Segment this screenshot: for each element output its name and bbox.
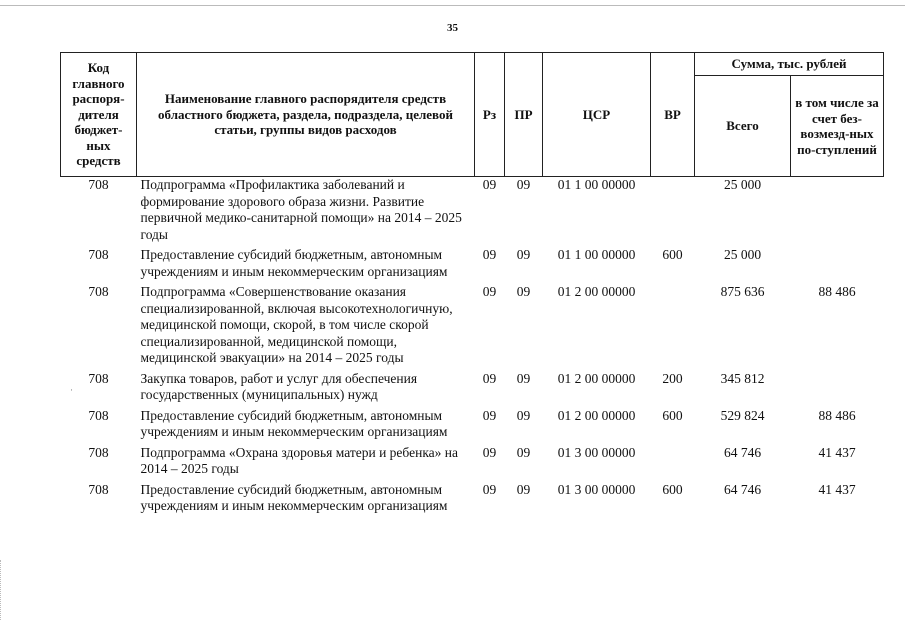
cell-free: 41 437	[818, 444, 856, 460]
cell-free: 88 486	[818, 284, 856, 299]
cell-csr: 01 2 00 00000	[557, 407, 636, 423]
header-free: в том числе за счет без-возмезд-ных по-ступлений	[791, 76, 884, 177]
cell-rz: 09	[482, 284, 497, 299]
cell-code: 708	[88, 177, 109, 192]
cell-free	[791, 177, 884, 246]
cell-vr: 200	[662, 370, 683, 386]
cell-pr: 09	[516, 247, 531, 262]
cell-total: 529 824	[720, 407, 765, 423]
table-row	[61, 369, 884, 406]
page-top-rule	[0, 5, 905, 6]
table-row	[61, 406, 884, 443]
cell-vr	[651, 443, 695, 480]
cell-free	[791, 369, 884, 406]
cell-name: Подпрограмма «Совершенствование оказания специализированной, включая высокотехнологичную, медицинской помощи, скорой, в том числе скорой специализированной, медицинской помощи, медицинской эвакуации» на 2014 – 2025 годы	[140, 284, 453, 365]
header-name: Наименование главного распорядителя средств областного бюджета, раздела, подраздела, целевой статьи, группы видов расходов	[137, 53, 475, 177]
cell-csr: 01 1 00 00000	[557, 177, 636, 192]
cell-vr: 600	[662, 407, 683, 423]
page-number: 35	[447, 22, 458, 34]
table-row	[61, 177, 884, 246]
cell-name: Подпрограмма «Профилактика заболеваний и формирование здорового образа жизни. Развитие первичной медико-санитарной помощи» на 2014 – 2025 годы	[140, 177, 462, 242]
cell-rz: 09	[482, 444, 497, 460]
cell-name: Закупка товаров, работ и услуг для обеспечения государственных (муниципальных) нужд	[140, 370, 418, 402]
cell-code: 708	[88, 370, 109, 386]
cell-vr: 600	[662, 247, 683, 262]
cell-code: 708	[88, 407, 109, 423]
cell-csr: 01 3 00 00000	[557, 481, 636, 497]
table-row	[61, 443, 884, 480]
cell-csr: 01 1 00 00000	[557, 247, 636, 262]
cell-pr: 09	[516, 370, 531, 386]
cell-rz: 09	[482, 481, 497, 497]
cell-name: Подпрограмма «Охрана здоровья матери и ребенка» на 2014 – 2025 годы	[140, 444, 459, 476]
cell-free: 88 486	[818, 407, 856, 423]
cell-total: 25 000	[723, 177, 762, 192]
cell-total: 64 746	[723, 481, 762, 497]
cell-name: Предоставление субсидий бюджетным, автономным учреждениям и иным некоммерческим организациям	[140, 481, 448, 513]
cell-rz: 09	[482, 407, 497, 423]
cell-rz: 09	[482, 247, 497, 262]
table-row	[61, 245, 884, 282]
cell-total: 345 812	[720, 370, 765, 386]
budget-table	[60, 52, 884, 517]
cell-total: 64 746	[723, 444, 762, 460]
header-code: Код главного распоря-дителя бюджет-ных средств	[61, 53, 137, 177]
table-body	[61, 177, 884, 517]
cell-free	[791, 245, 884, 282]
cell-vr	[651, 282, 695, 369]
header-sum-group: Сумма, тыс. рублей	[695, 53, 884, 76]
scan-artifact: ·	[70, 385, 73, 395]
cell-pr: 09	[516, 481, 531, 497]
scan-edge-artifact	[0, 560, 7, 620]
table-row	[61, 282, 884, 369]
header-rz: Рз	[475, 53, 505, 177]
cell-pr: 09	[516, 407, 531, 423]
cell-csr: 01 2 00 00000	[557, 370, 636, 386]
cell-code: 708	[88, 444, 109, 460]
cell-pr: 09	[516, 284, 531, 299]
cell-total: 25 000	[723, 247, 762, 262]
cell-csr: 01 2 00 00000	[557, 284, 636, 299]
cell-total: 875 636	[720, 284, 765, 299]
cell-code: 708	[88, 284, 109, 299]
cell-code: 708	[88, 481, 109, 497]
cell-rz: 09	[482, 370, 497, 386]
cell-free: 41 437	[818, 481, 856, 497]
cell-pr: 09	[516, 177, 531, 192]
table-row	[61, 480, 884, 517]
cell-name: Предоставление субсидий бюджетным, автономным учреждениям и иным некоммерческим организациям	[140, 407, 448, 439]
cell-vr	[651, 177, 695, 246]
cell-rz: 09	[482, 177, 497, 192]
header-total: Всего	[695, 76, 791, 177]
cell-vr: 600	[662, 481, 683, 497]
header-vr: ВР	[651, 53, 695, 177]
cell-code: 708	[88, 247, 109, 262]
header-csr: ЦСР	[543, 53, 651, 177]
table-header	[61, 53, 884, 177]
cell-csr: 01 3 00 00000	[557, 444, 636, 460]
header-pr: ПР	[505, 53, 543, 177]
cell-pr: 09	[516, 444, 531, 460]
cell-name: Предоставление субсидий бюджетным, автономным учреждениям и иным некоммерческим организациям	[140, 247, 448, 279]
